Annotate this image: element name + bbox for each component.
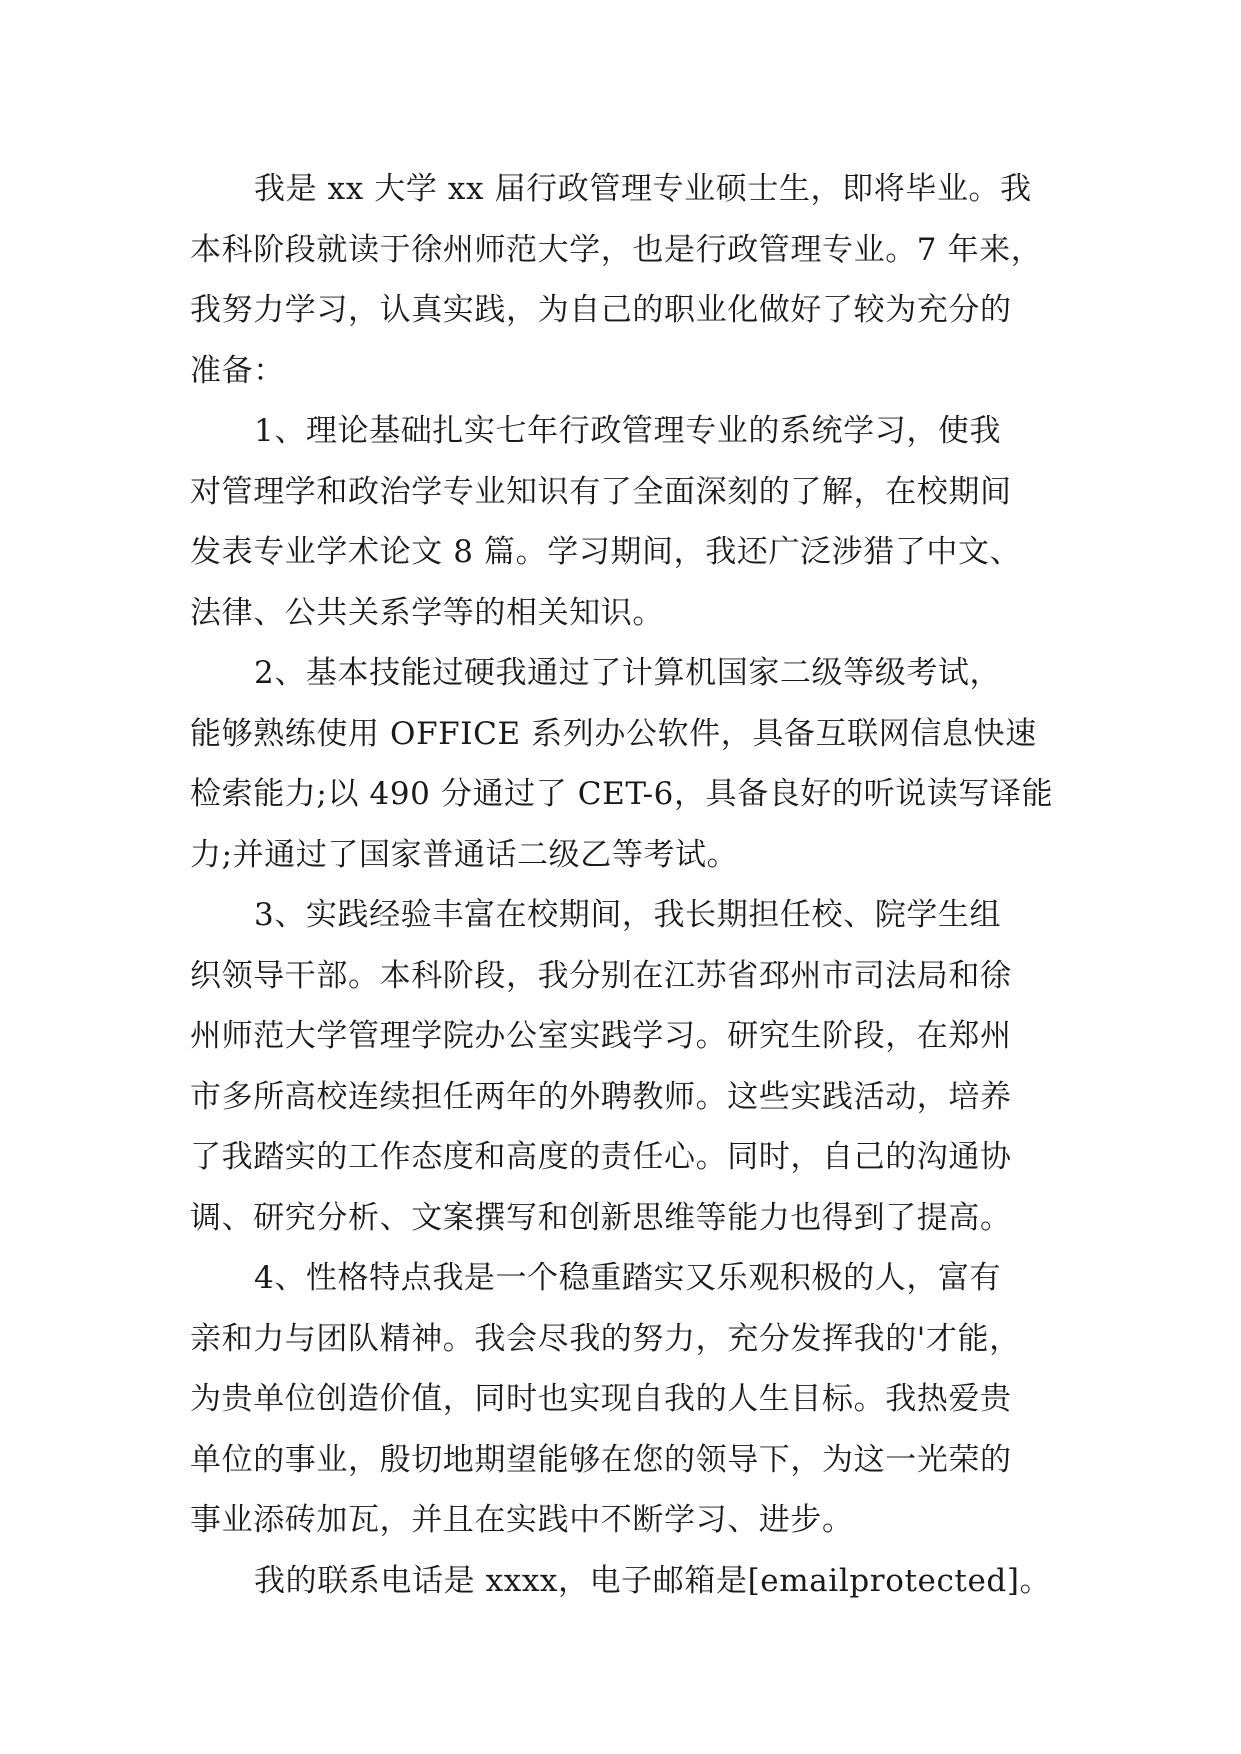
paragraph-line: 我努力学习，认真实践，为自己的职业化做好了较为充分的 <box>190 292 1012 328</box>
paragraph-line: 发表专业学术论文 8 篇。学习期间，我还广泛涉猎了中文、 <box>190 534 1022 570</box>
paragraph-line: 对管理学和政治学专业知识有了全面深刻的了解，在校期间 <box>190 473 1012 510</box>
paragraph-line: 法律、公共关系学等的相关知识。 <box>190 594 664 631</box>
paragraph-line: 准备： <box>190 352 285 389</box>
paragraph-line: 4、性格特点我是一个稳重踏实又乐观积极的人，富有 <box>254 1260 1002 1296</box>
paragraph-line: 单位的事业，殷切地期望能够在您的领导下，为这一光荣的 <box>190 1441 1012 1478</box>
paragraph-line: 本科阶段就读于徐州师范大学，也是行政管理专业。7 年来， <box>190 231 1043 268</box>
paragraph-line: 亲和力与团队精神。我会尽我的努力，充分发挥我的'才能， <box>190 1320 1021 1357</box>
paragraph-line: 州师范大学管理学院办公室实践学习。研究生阶段，在郑州 <box>190 1018 1012 1054</box>
paragraph-line: 市多所高校连续担任两年的外聘教师。这些实践活动，培养 <box>190 1078 1012 1115</box>
paragraph-line: 3、实践经验丰富在校期间，我长期担任校、院学生组 <box>254 897 1002 933</box>
paragraph-line: 我是 xx 大学 xx 届行政管理专业硕士生，即将毕业。我 <box>254 171 1032 207</box>
contact-line: 我的联系电话是 xxxx，电子邮箱是[emailprotected]。 <box>254 1562 1052 1599</box>
paragraph-line: 事业添砖加瓦，并且在实践中不断学习、进步。 <box>190 1502 854 1538</box>
paragraph-line: 1、理论基础扎实七年行政管理专业的系统学习，使我 <box>254 413 1002 449</box>
paragraph-line: 调、研究分析、文案撰写和创新思维等能力也得到了提高。 <box>190 1199 1012 1236</box>
paragraph-line: 了我踏实的工作态度和高度的责任心。同时，自己的沟通协 <box>190 1139 1012 1175</box>
paragraph-line: 检索能力;以 490 分通过了 CET-6，具备良好的听说读写译能 <box>190 776 1054 812</box>
paragraph-line: 2、基本技能过硬我通过了计算机国家二级等级考试， <box>254 655 1002 691</box>
document-body <box>190 159 1055 1611</box>
paragraph-line: 能够熟练使用 OFFICE 系列办公软件，具备互联网信息快速 <box>190 715 1037 752</box>
paragraph-line: 织领导干部。本科阶段，我分别在江苏省邳州市司法局和徐 <box>190 957 1012 994</box>
paragraph-line: 为贵单位创造价值，同时也实现自我的人生目标。我热爱贵 <box>190 1381 1012 1417</box>
paragraph-line: 力;并通过了国家普通话二级乙等考试。 <box>190 836 739 873</box>
